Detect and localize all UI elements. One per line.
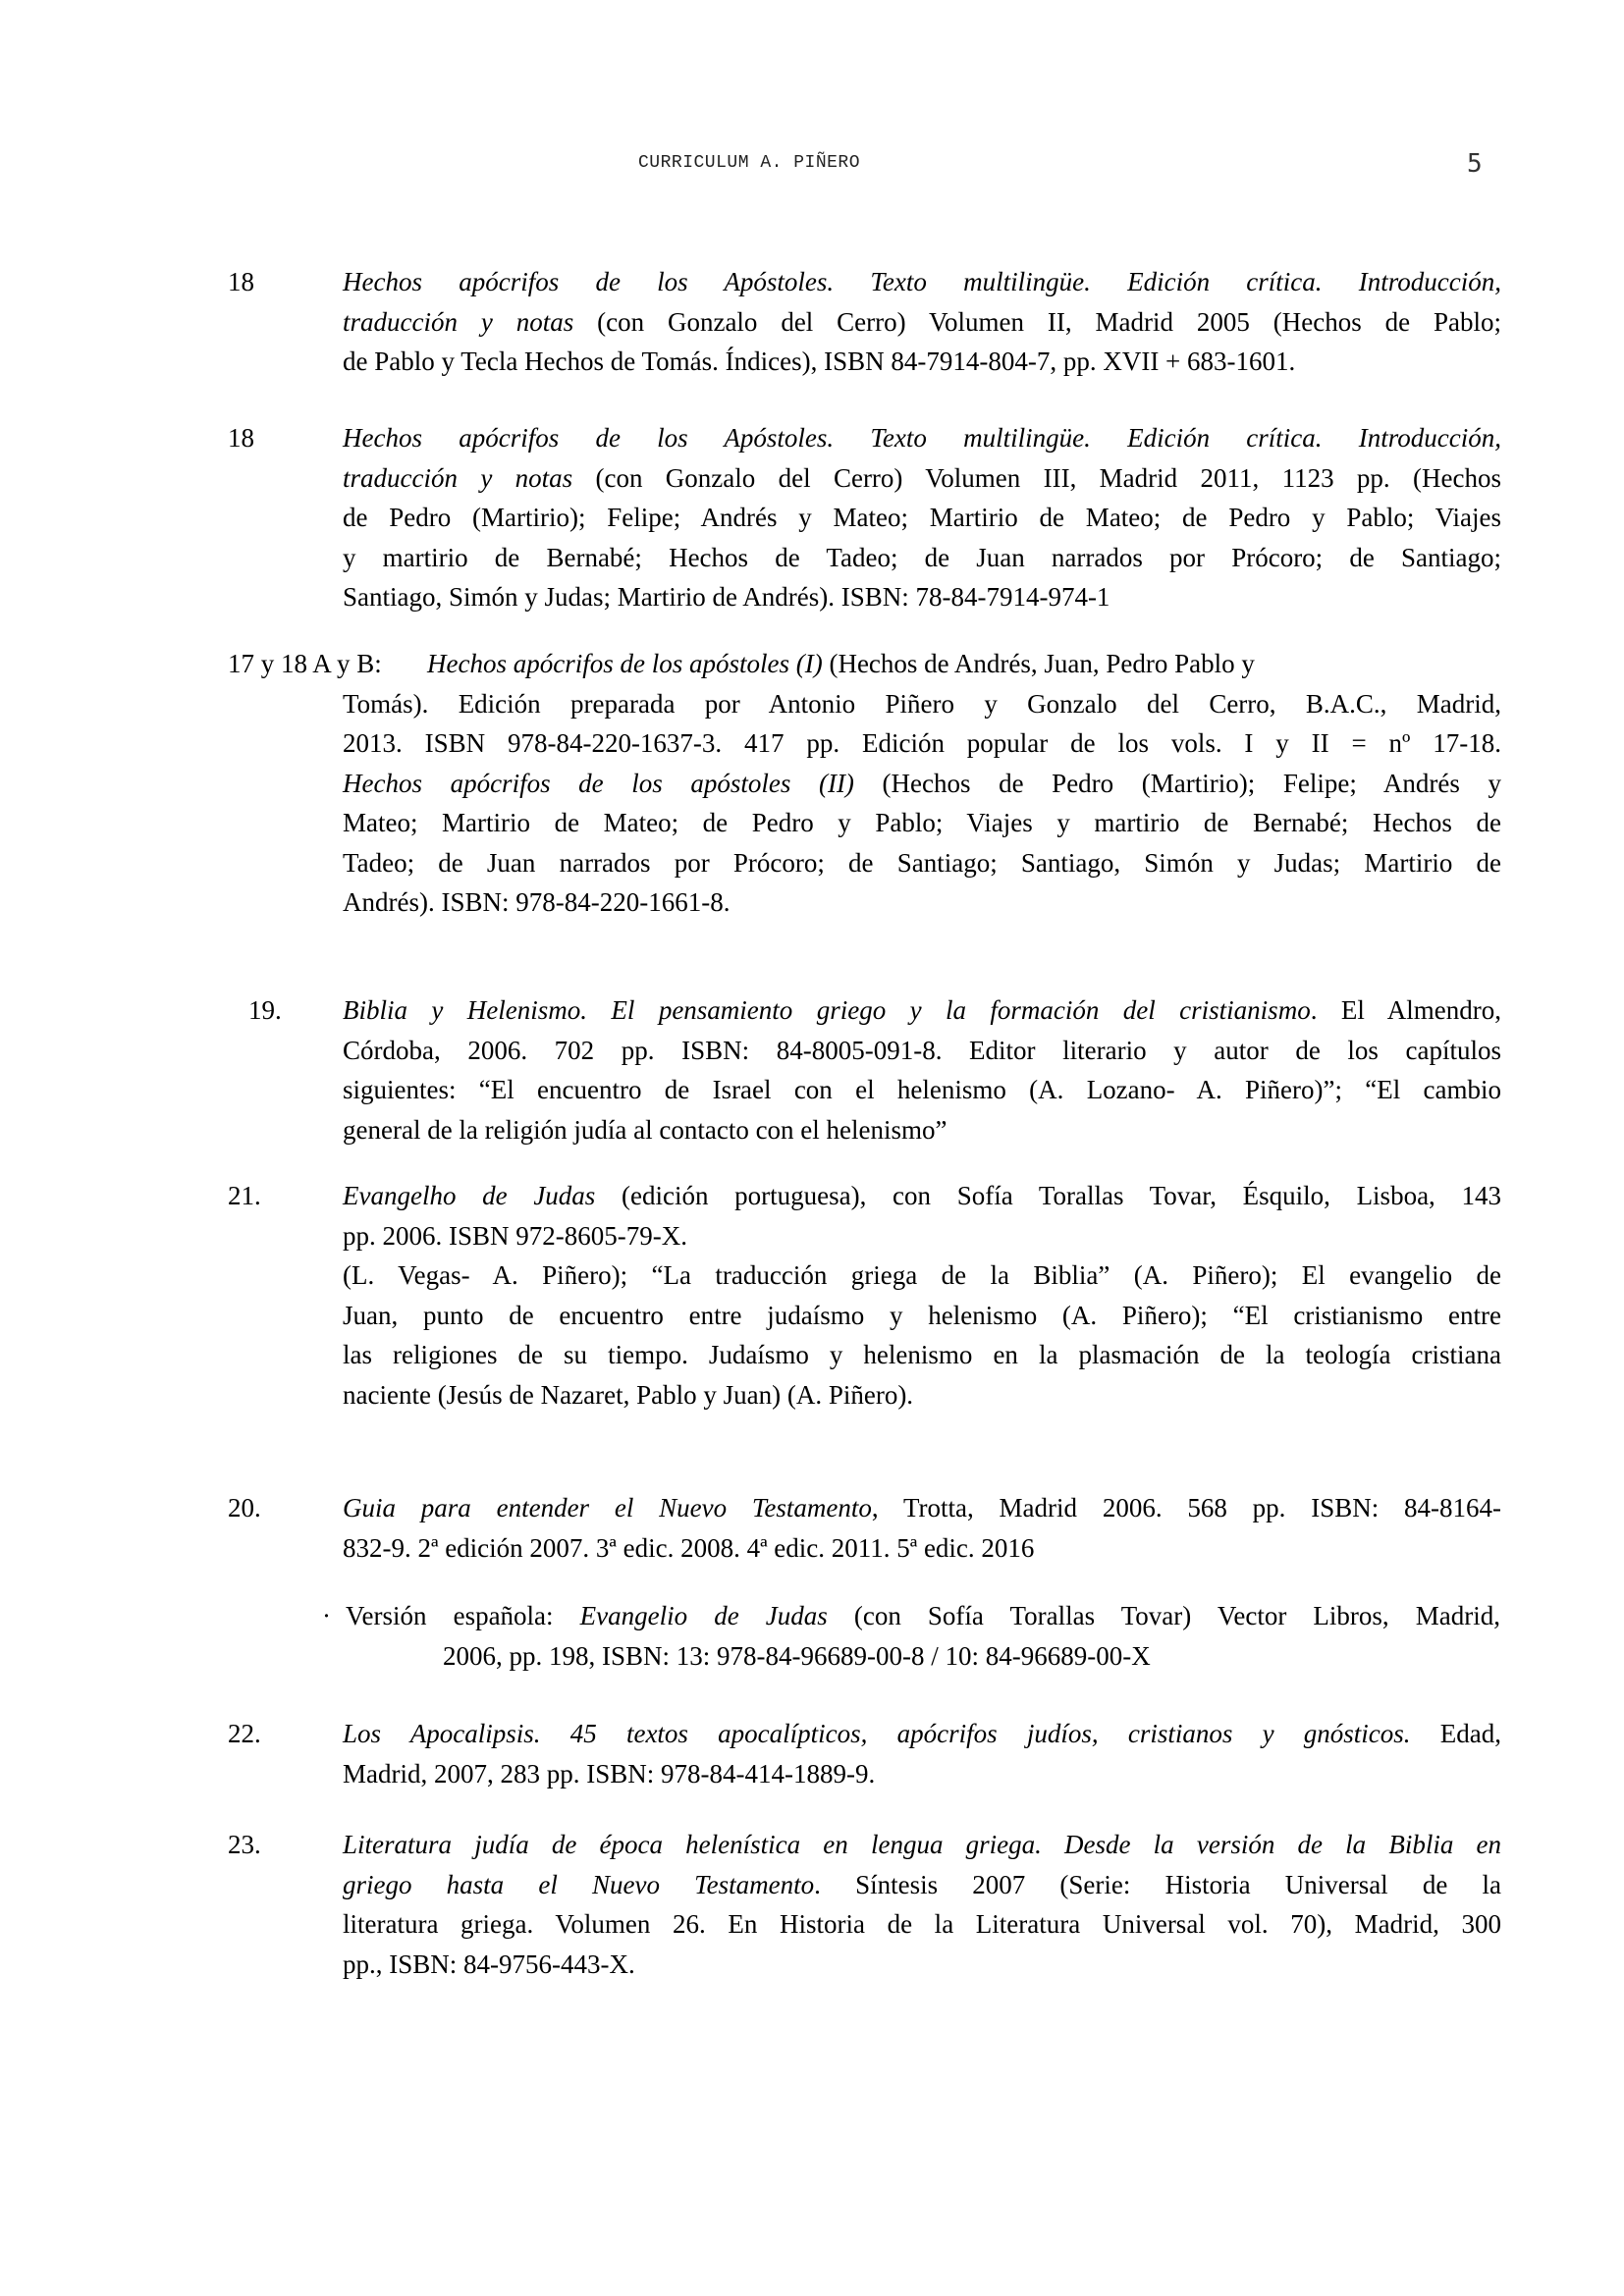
title-italic: Hechos apócrifos de los apóstoles (II) [343, 768, 854, 798]
title-italic: Hechos apócrifos de los Apóstoles. Texto multilingüe. Edición crítica. Introducción, [343, 267, 1501, 296]
entry-line [343, 764, 1501, 804]
text-segment: (Hechos de Pedro (Martirio); Felipe; Andrés y [853, 768, 1502, 798]
entry-line [343, 882, 1501, 923]
entry-line [343, 1865, 1501, 1905]
text-segment: (con Gonzalo del Cerro) Volumen III, Madrid 2011, 1123 pp. (Hechos [572, 462, 1501, 493]
entry-line [343, 1754, 1501, 1794]
spanish-version-label: Versión española: [346, 1601, 580, 1630]
entry-number: 21. [228, 1181, 261, 1210]
title-italic: Hechos apócrifos de los apóstoles (I) [427, 649, 823, 678]
text-segment: Madrid, 2007, 283 pp. ISBN: 978-84-414-1889-9. [343, 1758, 876, 1789]
entry-line [343, 498, 1501, 538]
entry-line [343, 262, 1501, 302]
entry-line [343, 1110, 1501, 1150]
page-number: 5 [1467, 149, 1483, 179]
title-italic: Hechos apócrifos de los Apóstoles. Texto multilingüe. Edición crítica. Introducción, [343, 423, 1501, 453]
text-segment: (Hechos de Andrés, Juan, Pedro Pablo y [822, 649, 1255, 678]
title-italic: Los Apocalipsis. 45 textos apocalípticos, apócrifos judíos, cristianos y gnósticos. [343, 1719, 1411, 1748]
entry-line [343, 1255, 1501, 1296]
title-italic: griego hasta el Nuevo Testamento [343, 1869, 815, 1899]
text-segment: Santiago, Simón y Judas; Martirio de Andrés). ISBN: 78-84-7914-974-1 [343, 582, 1110, 612]
entry-line [343, 684, 1501, 724]
entry-number: 19. [248, 995, 282, 1025]
entry-text [343, 990, 1501, 1149]
entry-text [343, 418, 1501, 617]
entry-line [343, 990, 1501, 1031]
text-segment: . Síntesis 2007 (Serie: Historia Universal de la [814, 1869, 1501, 1899]
entry-line [343, 458, 1501, 499]
text-segment: , Trotta, Madrid 2006. 568 pp. ISBN: 84-8164- [871, 1493, 1501, 1522]
title-italic: Guia para entender el Nuevo Testamento [343, 1493, 872, 1522]
text-segment: y martirio de Bernabé; Hechos de Tadeo; de Juan narrados por Prócoro; de Santiago; [343, 542, 1501, 572]
text-segment: de Pablo y Tecla Hechos de Tomás. Índices), ISBN 84-7914-804-7, pp. XVII + 683-1601. [343, 347, 1296, 376]
entry-line [343, 1375, 1501, 1415]
entry-number: 18 [228, 423, 254, 453]
entry-line [343, 538, 1501, 578]
entry-text [343, 1176, 1501, 1415]
text-segment: Tomás). Edición preparada por Antonio Piñero y Gonzalo del Cerro, B.A.C., Madrid, [343, 688, 1501, 719]
bullet-icon: · [322, 1601, 331, 1630]
entry-line [343, 1945, 1501, 1985]
entry-text [343, 1488, 1501, 1568]
entry-line [343, 1714, 1501, 1754]
page-header [0, 149, 1624, 183]
text-segment: las religiones de su tiempo. Judaísmo y helenismo en la plasmación de la teología cristiana [343, 1340, 1501, 1369]
text-segment: Edad, [1410, 1719, 1501, 1748]
running-header-title: CURRICULUM A. PIÑERO [638, 153, 861, 173]
entry-text [343, 684, 1501, 923]
text-segment: Andrés). ISBN: 978-84-220-1661-8. [343, 887, 731, 917]
entry-line [343, 1296, 1501, 1336]
entry-number: 17 y 18 A y B: [228, 649, 382, 678]
title-italic: traducción y notas [343, 306, 574, 337]
text-segment: (L. Vegas- A. Piñero); “La traducción griega de la Biblia” (A. Piñero); El evangelio de [343, 1260, 1501, 1290]
entry-line [343, 302, 1501, 343]
entry-line [343, 1335, 1501, 1375]
entry-line [343, 1176, 1501, 1216]
text-segment: general de la religión judía al contacto con el helenismo” [343, 1114, 947, 1145]
text-segment: Juan, punto de encuentro entre judaísmo y helenismo (A. Piñero); “El cristianismo entre [343, 1300, 1501, 1330]
entry-line [343, 723, 1501, 764]
text-segment: 832-9. 2ª edición 2007. 3ª edic. 2008. 4ª edic. 2011. 5ª edic. 2016 [343, 1532, 1035, 1563]
text-segment: siguientes: “El encuentro de Israel con el helenismo (A. Lozano- A. Piñero)”; “El cambio [343, 1075, 1501, 1104]
spanish-version-isbn: 2006, pp. 198, ISBN: 13: 978-84-96689-00-8 / 10: 84-96689-00-X [443, 1640, 1151, 1671]
entry-line [343, 803, 1501, 843]
title-italic: Evangelho de Judas [343, 1181, 596, 1210]
entry-line [343, 1031, 1501, 1071]
text-segment: naciente (Jesús de Nazaret, Pablo y Juan) (A. Piñero). [343, 1379, 914, 1410]
spanish-version-details: (con Sofía Torallas Tovar) Vector Libros, Madrid, [827, 1601, 1500, 1630]
title-italic: Biblia y Helenismo. El pensamiento griego y la formación del cristianismo [343, 995, 1311, 1025]
text-segment: 2013. ISBN 978-84-220-1637-3. 417 pp. Edición popular de los vols. I y II = nº 17-18. [343, 728, 1501, 758]
entry-line [343, 843, 1501, 883]
entry-line [343, 1825, 1501, 1865]
text-segment: (edición portuguesa), con Sofía Torallas Tovar, Ésquilo, Lisboa, 143 [595, 1181, 1501, 1210]
text-segment: . El Almendro, [1310, 995, 1501, 1025]
text-segment: de Pedro (Martirio); Felipe; Andrés y Mateo; Martirio de Mateo; de Pedro y Pablo; Viajes [343, 503, 1501, 532]
entry-line [343, 342, 1501, 382]
entry-number: 18 [228, 267, 254, 296]
entry-line [343, 1904, 1501, 1945]
text-segment: (con Gonzalo del Cerro) Volumen II, Madrid 2005 (Hechos de Pablo; [573, 306, 1501, 337]
text-segment: literatura griega. Volumen 26. En Historia de la Literatura Universal vol. 70), Madrid, 300 [343, 1909, 1501, 1939]
entry-number: 20. [228, 1493, 261, 1522]
spanish-version-title: Evangelio de Judas [579, 1601, 828, 1630]
entry-text [343, 262, 1501, 382]
entry-number: 23. [228, 1830, 261, 1859]
entry-line [343, 418, 1501, 458]
entry-number: 22. [228, 1719, 261, 1748]
text-segment: pp. 2006. ISBN 972-8605-79-X. [343, 1220, 687, 1251]
text-segment: pp., ISBN: 84-9756-443-X. [343, 1949, 635, 1979]
text-segment: Mateo; Martirio de Mateo; de Pedro y Pablo; Viajes y martirio de Bernabé; Hechos de [343, 808, 1501, 837]
text-segment: Córdoba, 2006. 702 pp. ISBN: 84-8005-091-8. Editor literario y autor de los capítulos [343, 1035, 1501, 1065]
entry-line [427, 644, 1501, 684]
entry-line [343, 1070, 1501, 1110]
title-italic: Literatura judía de época helenística en lengua griega. Desde la versión de la Biblia en [343, 1830, 1501, 1859]
title-italic: traducción y notas [343, 462, 573, 493]
entry-line [343, 577, 1501, 617]
entry-line [343, 1216, 1501, 1256]
entry-text [343, 1825, 1501, 1984]
entry-text [343, 1714, 1501, 1793]
entry-line [343, 1528, 1501, 1569]
entry-line [343, 1488, 1501, 1528]
text-segment: Tadeo; de Juan narrados por Prócoro; de Santiago; Santiago, Simón y Judas; Martirio de [343, 847, 1501, 878]
